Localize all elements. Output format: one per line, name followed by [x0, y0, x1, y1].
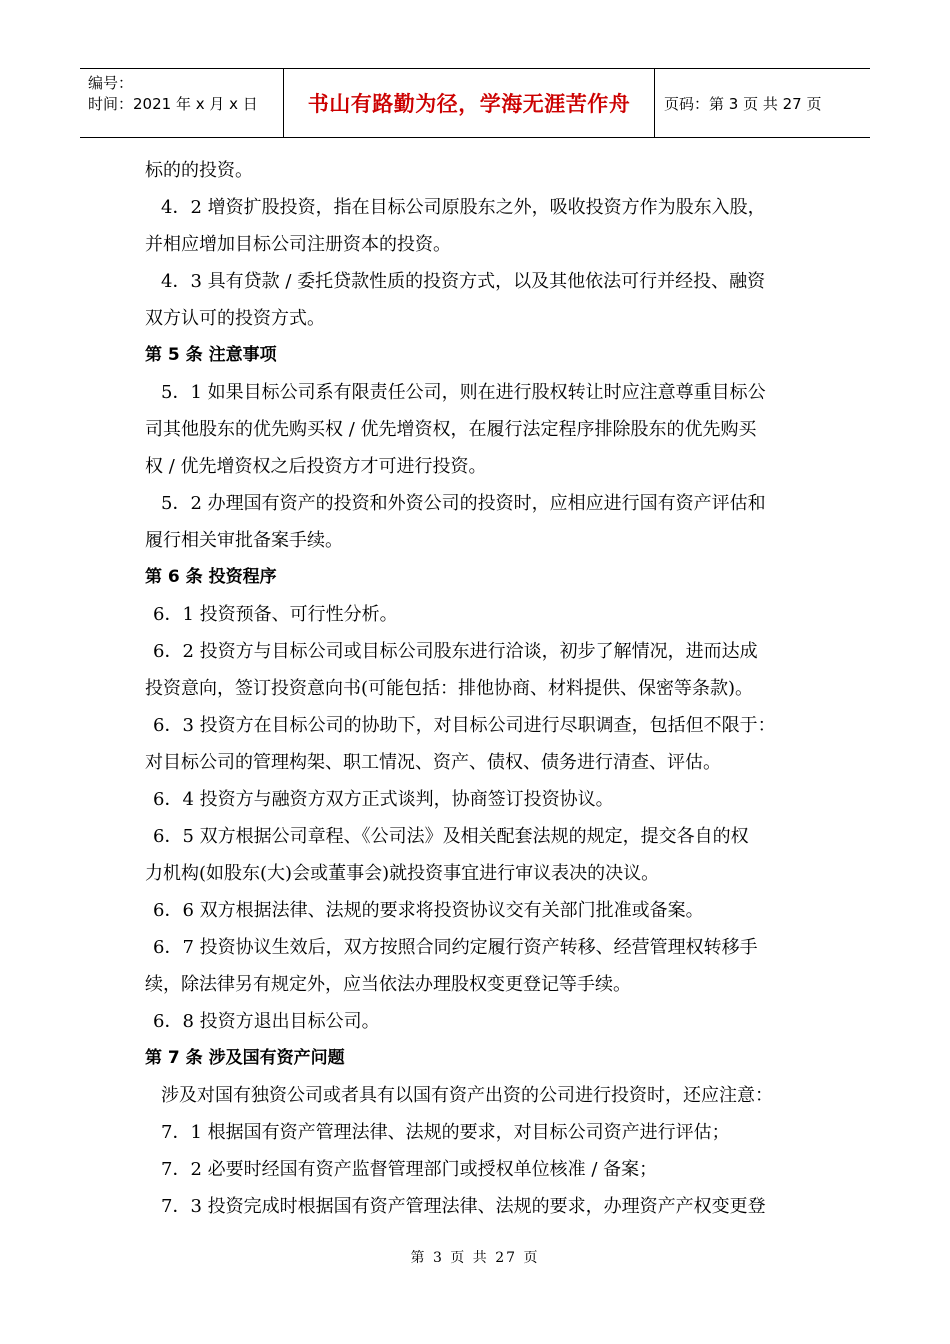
section-heading: 第 6 条 投资程序 [145, 567, 277, 587]
text-line: 投资意向，签订投资意向书(可能包括：排他协商、材料提供、保密等条款)。 [145, 678, 754, 699]
page-footer: 第 3 页 共 27 页 [410, 1250, 540, 1266]
section-heading: 第 7 条 涉及国有资产问题 [145, 1048, 345, 1068]
text-line: 履行相关审批备案手续。 [145, 530, 343, 551]
text-line: 对目标公司的管理构架、职工情况、资产、债权、债务进行清查、评估。 [145, 752, 721, 773]
section-heading: 第 5 条 注意事项 [145, 345, 277, 365]
text-line: 司其他股东的优先购买权 / 优先增资权，在履行法定程序排除股东的优先购买 [145, 419, 757, 440]
header-page-info: 页码：第 3 页 共 27 页 [664, 94, 822, 113]
header-meta [80, 69, 283, 137]
text-line: 双方认可的投资方式。 [145, 308, 325, 329]
text-line: 续，除法律另有规定外，应当依法办理股权变更登记等手续。 [145, 974, 631, 995]
header-motto: 书山有路勤为径，学海无涯苦作舟 [283, 69, 655, 137]
text-line: 6．2 投资方与目标公司或目标公司股东进行洽谈，初步了解情况，进而达成 [153, 641, 758, 662]
text-line: 6．5 双方根据公司章程、《公司法》及相关配套法规的规定，提交各自的权 [153, 826, 749, 847]
text-line: 4．2 增资扩股投资，指在目标公司原股东之外，吸收投资方作为股东入股， [161, 197, 766, 218]
text-line: 6．3 投资方在目标公司的协助下，对目标公司进行尽职调查，包括但不限于： [153, 715, 776, 736]
text-line: 标的的投资。 [145, 160, 253, 181]
text-line: 6．4 投资方与融资方双方正式谈判，协商签订投资协议。 [153, 789, 614, 810]
document-number-label: 编号： [88, 74, 134, 92]
text-line: 6．6 双方根据法律、法规的要求将投资协议交有关部门批准或备案。 [153, 900, 704, 921]
text-line: 权 / 优先增资权之后投资方才可进行投资。 [145, 456, 487, 477]
text-line: 5．1 如果目标公司系有限责任公司，则在进行股权转让时应注意尊重目标公 [161, 382, 766, 403]
text-line: 7．3 投资完成时根据国有资产管理法律、法规的要求，办理资产产权变更登 [161, 1196, 766, 1217]
document-date: 时间：2021 年 x 月 x 日 [88, 95, 258, 113]
text-line: 6．1 投资预备、可行性分析。 [153, 604, 398, 625]
page-header [80, 68, 870, 138]
text-line: 7．1 根据国有资产管理法律、法规的要求，对目标公司资产进行评估； [161, 1122, 730, 1143]
document-body [145, 152, 820, 1225]
text-line: 5．2 办理国有资产的投资和外资公司的投资时，应相应进行国有资产评估和 [161, 493, 766, 514]
text-line: 涉及对国有独资公司或者具有以国有资产出资的公司进行投资时，还应注意： [161, 1085, 773, 1106]
text-line: 4．3 具有贷款 / 委托贷款性质的投资方式，以及其他依法可行并经投、融资 [161, 271, 766, 292]
text-line: 7．2 必要时经国有资产监督管理部门或授权单位核准 / 备案； [161, 1159, 658, 1180]
text-line: 力机构(如股东(大)会或董事会)就投资事宜进行审议表决的决议。 [145, 863, 660, 884]
text-line: 6．7 投资协议生效后，双方按照合同约定履行资产转移、经营管理权转移手 [153, 937, 758, 958]
text-line: 6．8 投资方退出目标公司。 [153, 1011, 380, 1032]
text-line: 并相应增加目标公司注册资本的投资。 [145, 234, 451, 255]
